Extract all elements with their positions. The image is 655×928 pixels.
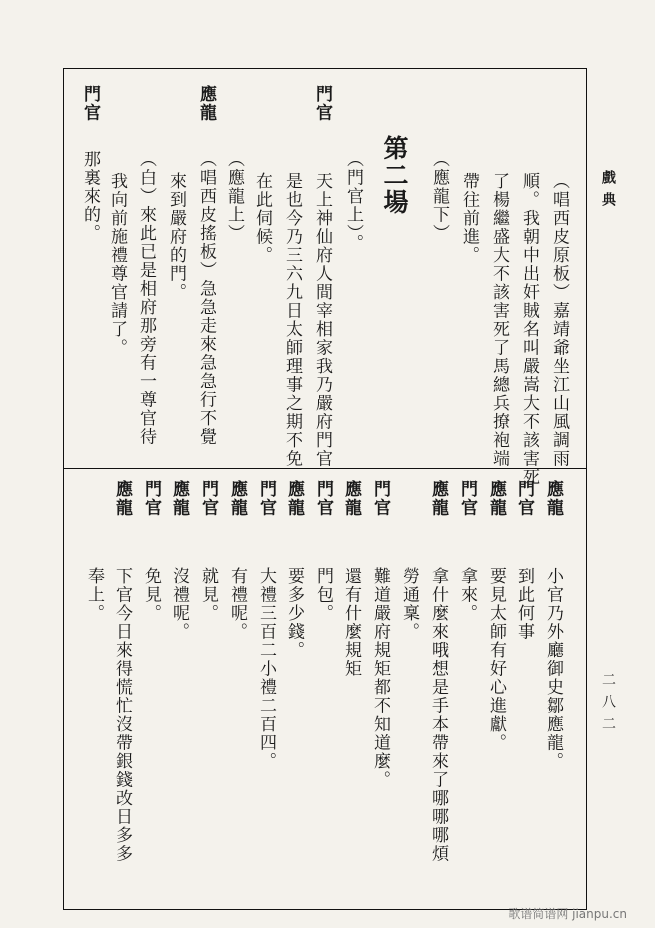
text-column: 那裏來的。 (80, 150, 100, 243)
text-column: 帶往前進。 (459, 172, 479, 265)
speaker-name: 應龍 (428, 480, 448, 517)
page-number: 二八二 (600, 672, 616, 738)
dialogue-line: 大禮三百二小禮二百四。 (256, 567, 276, 771)
dialogue-line: 免見。 (141, 567, 161, 623)
text-column: （唱西皮原板）嘉靖爺坐江山風調雨 (549, 172, 569, 468)
watermark: 歌谱简谱网 jianpu.cn (508, 907, 627, 921)
scene-title: 第二場 (380, 135, 409, 216)
section-divider (63, 468, 587, 469)
speaker-name: 門官 (80, 85, 100, 122)
speaker-name: 應龍 (112, 480, 132, 517)
dialogue-line: 到此何事 (514, 567, 534, 641)
speaker-name: 門官 (312, 85, 332, 122)
text-column: 順。我朝中出奸賊名叫嚴嵩大不該害死 (519, 172, 539, 487)
text-column: 天上神仙府人間宰相家我乃嚴府門官 (312, 172, 332, 468)
speaker-name: 應龍 (284, 480, 304, 517)
book-title: 戲典 (600, 170, 616, 214)
speaker-name: 應龍 (196, 85, 216, 122)
speaker-name: 應龍 (227, 480, 247, 517)
text-column: 在此伺候。 (252, 172, 272, 265)
text-column: 來到嚴府的門。 (166, 172, 186, 302)
stage-direction: （應龍上） (224, 150, 244, 243)
text-column: 我向前施禮尊官請了。 (107, 172, 127, 357)
speaker-name: 應龍 (486, 480, 506, 517)
dialogue-line: 拿來。 (457, 567, 477, 623)
text-column: （白）來此已是相府那旁有一尊官待 (136, 150, 156, 446)
dialogue-line: 還有什麼規矩 (341, 567, 361, 678)
speaker-name: 門官 (256, 480, 276, 517)
speaker-name: 門官 (198, 480, 218, 517)
dialogue-line: 難道嚴府規矩都不知道麼。 (370, 567, 390, 789)
dialogue-line: 要見太師有好心進獻。 (486, 567, 506, 752)
dialogue-line: 勞通稟。 (399, 567, 419, 641)
speaker-name: 應龍 (169, 480, 189, 517)
stage-direction: （應龍下） (429, 150, 449, 243)
dialogue-line: 小官乃外廳御史鄒應龍。 (543, 567, 563, 771)
speaker-name: 門官 (514, 480, 534, 517)
speaker-name: 門官 (370, 480, 390, 517)
speaker-name: 門官 (457, 480, 477, 517)
dialogue-line: 要多少錢。 (284, 567, 304, 660)
text-column: （唱西皮搖板）急急走來急急行不覺 (196, 150, 216, 446)
stage-direction: （門官上）。 (343, 150, 363, 253)
dialogue-line: 沒禮呢。 (169, 567, 189, 641)
speaker-name: 門官 (313, 480, 333, 517)
dialogue-line: 有禮呢。 (227, 567, 247, 641)
text-column: 了楊繼盛大不該害死了馬總兵撩袍端 (489, 172, 509, 468)
speaker-name: 門官 (141, 480, 161, 517)
dialogue-line: 拿什麼來哦想是手本帶來了哪哪哪煩 (428, 567, 448, 863)
speaker-name: 應龍 (543, 480, 563, 517)
speaker-name: 應龍 (341, 480, 361, 517)
dialogue-line: 奉上。 (84, 567, 104, 623)
dialogue-line: 門包。 (313, 567, 333, 623)
dialogue-line: 就見。 (198, 567, 218, 623)
text-column: 是也今乃三六九日太師理事之期不免 (282, 172, 302, 468)
dialogue-line: 下官今日來得慌忙沒帶銀錢改日多多 (112, 567, 132, 863)
